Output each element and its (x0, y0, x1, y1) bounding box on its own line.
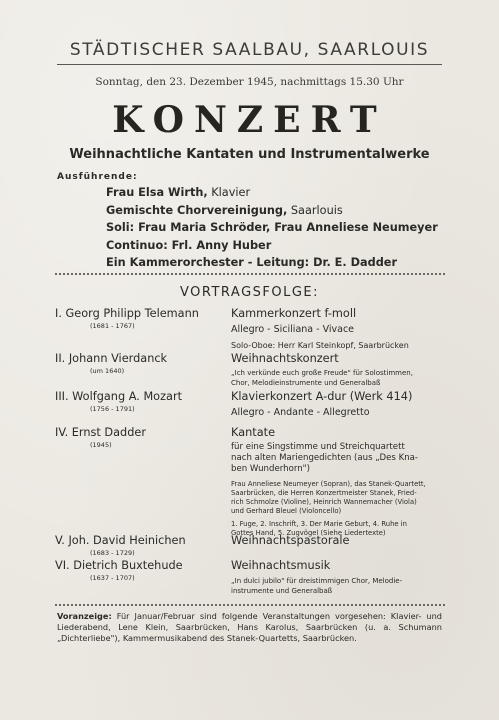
composer-name: IV. Ernst Dadder (55, 426, 146, 439)
work (231, 534, 449, 547)
work-title: Klavierkonzert A-dur (Werk 414) (231, 390, 413, 403)
cast-note: rich Schmolze (Violine), Heinrich Wannemacher (Viola) (231, 497, 417, 506)
notice-label: Voranzeige: (57, 611, 112, 621)
work-detail: Allegro - Siciliana - Vivace (231, 324, 355, 335)
composer-name: V. Joh. David Heinichen (55, 534, 186, 547)
cast-note: Saarbrücken, die Herren Konzertmeister Stanek, Fried- (231, 488, 417, 497)
composer-name: II. Johann Vierdanck (55, 352, 168, 365)
date-line: Sonntag, den 23. Dezember 1945, nachmittags 15.30 Uhr (95, 76, 404, 88)
notice-text: Für Januar/Februar sind folgende Veranstaltungen vorgesehen: Klavier- und Liederabend, Lene Klein, Saarbrücken, Hans Karolus, Saarbrücken (u. a. Schumann „Dichterliebe"), Kammermusikabend des Stanek-Quartetts, Saarbrücken. (57, 611, 442, 644)
dotted-divider (55, 604, 445, 606)
composer-dates: (1681 - 1767) (90, 322, 135, 330)
cast-note: und Gerhard Bleuel (Violoncello) (231, 506, 342, 515)
composer-dates: (1756 - 1791) (90, 405, 135, 413)
performer-line: Soli: Frau Maria Schröder, Frau Anneliese Neumeyer (106, 221, 438, 234)
work-detail: instrumente und Generalbaß (231, 586, 333, 595)
program-heading: VORTRAGSFOLGE: (179, 285, 320, 300)
performers-list (106, 184, 466, 272)
work-title: Kammerkonzert f-moll (231, 307, 357, 320)
work-detail: nach alten Mariengedichten (aus „Des Kna- (231, 453, 419, 463)
work-detail: Chor, Melodieinstrumente und Generalbaß (231, 378, 381, 387)
work (231, 352, 449, 389)
work-detail: Solo-Oboe: Herr Karl Steinkopf, Saarbrücken (231, 341, 409, 350)
composer-name: I. Georg Philipp Telemann (55, 307, 199, 320)
work-title: Weihnachtspastorale (231, 534, 350, 547)
concert-subtitle: Weihnachtliche Kantaten und Instrumentalwerke (69, 147, 430, 162)
movement-list: Gottes Hand, 5. Zugvögel (Siehe Liedertexte) (231, 528, 386, 537)
venue-underline (57, 64, 442, 65)
preview-notice (57, 611, 442, 644)
work (231, 559, 449, 597)
work-title: Weihnachtskonzert (231, 352, 339, 365)
work-detail: ben Wunderhorn") (231, 464, 310, 474)
composer-name: VI. Dietrich Buxtehude (55, 559, 183, 572)
work-detail: für eine Singstimme und Streichquartett (231, 442, 405, 452)
work (231, 390, 449, 419)
cast-note: Frau Anneliese Neumeyer (Sopran), das Stanek-Quartett, (231, 480, 426, 488)
performer-line: Frau Elsa Wirth, Klavier (106, 186, 251, 199)
performer-line: Gemischte Chorvereinigung, Saarlouis (106, 203, 343, 217)
dotted-divider (55, 273, 445, 275)
work (231, 426, 449, 537)
work-detail: „In dulci jubilo" für dreistimmigen Chor, Melodie- (231, 577, 403, 585)
composer-dates: (1683 - 1729) (90, 549, 135, 557)
work (231, 307, 449, 352)
work-detail: „Ich verkünde euch große Freude" für Solostimmen, (231, 369, 413, 377)
composer-dates: (1945) (90, 441, 112, 449)
work-detail: Allegro - Andante - Allegretto (231, 407, 370, 418)
performer-line: Ein Kammerorchester - Leitung: Dr. E. Dadder (106, 256, 398, 269)
performers-label: Ausführende: (57, 172, 138, 182)
composer-dates: (um 1640) (90, 367, 125, 375)
movement-list: 1. Fuge, 2. Inschrift, 3. Der Marie Geburt, 4. Ruhe in (231, 519, 407, 528)
composer-name: III. Wolfgang A. Mozart (55, 390, 183, 403)
composer-dates: (1637 - 1707) (90, 574, 135, 582)
performer-line: Continuo: Frl. Anny Huber (106, 238, 272, 252)
venue-heading: STÄDTISCHER SAALBAU, SAARLOUIS (69, 40, 430, 60)
concert-title: KONZERT (112, 99, 387, 141)
work-title: Weihnachtsmusik (231, 559, 331, 572)
work-title: Kantate (231, 426, 276, 439)
